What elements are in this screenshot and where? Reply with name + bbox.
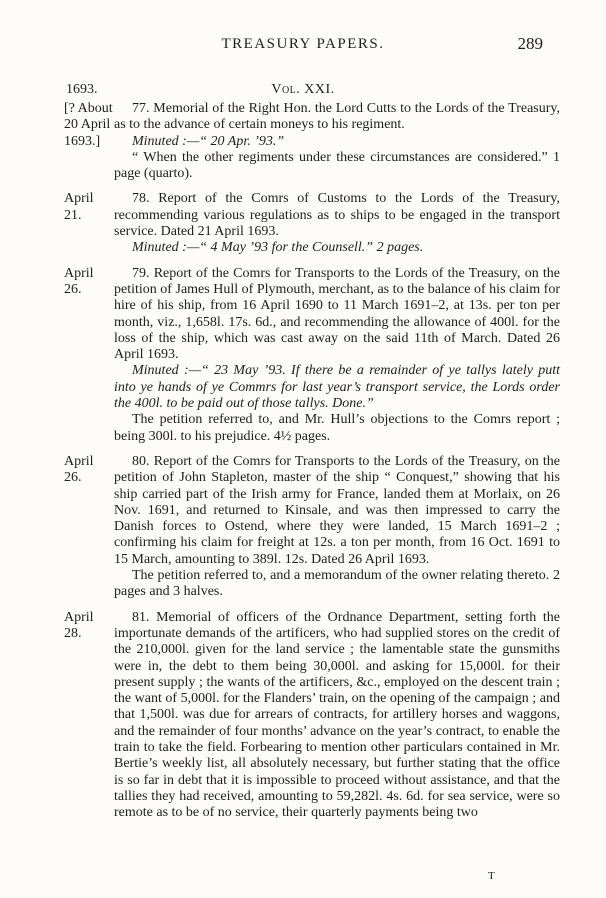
entry-paragraph: 80. Report of the Comrs for Transports to the Lords of the Treasury, on the petition of John Stapleton, master of the ship “ Conquest,” showing that his ship carried part of the Irish army for France, landed them at Morlaix, on 26 Nov. 1691, and returned to Kinsale, and was then impressed to carry the Danish forces to Ostend, where they were landed, 15 March 1691–2 ; confirming his claim for freight at 12s. a ton per month, from 16 Oct. 1691 to 15 March, amounting to 389l. 12s. Dated 26 April 1693.: [114, 453, 560, 567]
entry-paragraph: The petition referred to, and a memorandum of the owner relating thereto. 2 pages and 3 halves.: [114, 568, 560, 600]
entry-paragraph: 77. Memorial of the Right Hon. the Lord Cutts to the Lords of the Treasury, as to the advance of certain moneys to his regiment.: [114, 101, 560, 133]
entry-text: [114, 191, 560, 256]
entry-81: [64, 610, 560, 822]
signature-mark: T: [488, 870, 495, 882]
entry-date: April 21.: [64, 191, 94, 223]
page-number: 289: [517, 34, 543, 53]
entry-paragraph: 78. Report of the Comrs of Customs to the Lords of the Treasury, recommending various regulations as to ships to be engaged in the transport service. Dated 21 April 1693.: [114, 191, 560, 240]
entry-80: [64, 454, 560, 601]
entry-78: [64, 191, 560, 256]
entry-text: [114, 454, 560, 601]
entry-paragraph: “ When the other regiments under these circumstances are considered.” 1 page (quarto).: [114, 149, 560, 182]
entry-minute: Minuted :—“ 23 May ’93. If there be a remainder of ye tallys lately putt into ye hands of ye Commrs for last year’s transport service, the Lords order the 400l. to be paid out of those tallys. Done.”: [114, 363, 560, 412]
entry-paragraph: The petition referred to, and Mr. Hull’s objections to the Comrs report ; being 300l. to his prejudice. 4½ pages.: [114, 412, 560, 444]
entry-date: April 26.: [64, 265, 94, 297]
volume-heading: Vol. XXI.: [271, 82, 335, 97]
entry-text: [114, 266, 560, 445]
entry-79: [64, 266, 560, 445]
entry-minute: Minuted :—“ 20 Apr. ’93.”: [132, 133, 285, 149]
entry-text: [114, 101, 560, 182]
entry-77: [64, 101, 560, 182]
entry-minute: Minuted :—“ 4 May ’93 for the Counsell.” 2 pages.: [132, 240, 424, 256]
entry-date: April 26.: [64, 453, 94, 486]
running-title: TREASURY PAPERS.: [221, 36, 385, 52]
entry-text: [114, 610, 560, 822]
entries-list: [64, 101, 560, 830]
entry-date: [? About 20 April 1693.]: [64, 101, 113, 149]
year-marker: 1693.: [66, 82, 98, 97]
entry-paragraph: 81. Memorial of officers of the Ordnance Department, setting forth the importunate demands of the artificers, who had supplied stores on the credit of the 210,000l. given for the land service ; the lamentable state the gunsmiths were in, the debt to them being 30,000l. and asking for 15,000l. for their present supply ; the wants of the artificers, &c., employed on the descent train ; the want of 5,000l. for the Flanders’ train, on the opening of the campaign ; and that 1,500l. was due for arrears of contracts, for artillery horses and waggons, and the remainder of four months’ advance on the year’s contract, to enable the train to take the field. Forbearing to mention other particulars contained in Mr. Bertie’s weekly list, all absolutely necessary, but further stating that the office is so far in debt that it is impossible to proceed without assistance, and that the tallies they had received, amounting to 59,282l. 4s. 6d. for sea service, were so remote as to be of no service, their quarterly payments being two: [114, 609, 560, 821]
entry-date: April 28.: [64, 609, 94, 641]
entry-paragraph: 79. Report of the Comrs for Transports to the Lords of the Treasury, on the petition of James Hull of Plymouth, merchant, as to the balance of his claim for hire of his ship, from 16 April 1690 to 11 March 1691–2, at 13s. per ton per month, viz., 1,658l. 17s. 6d., and recommending the allowance of 400l. for the loss of the ship, which was cast away on the said 11th of March. Dated 26 April 1693.: [114, 265, 560, 363]
